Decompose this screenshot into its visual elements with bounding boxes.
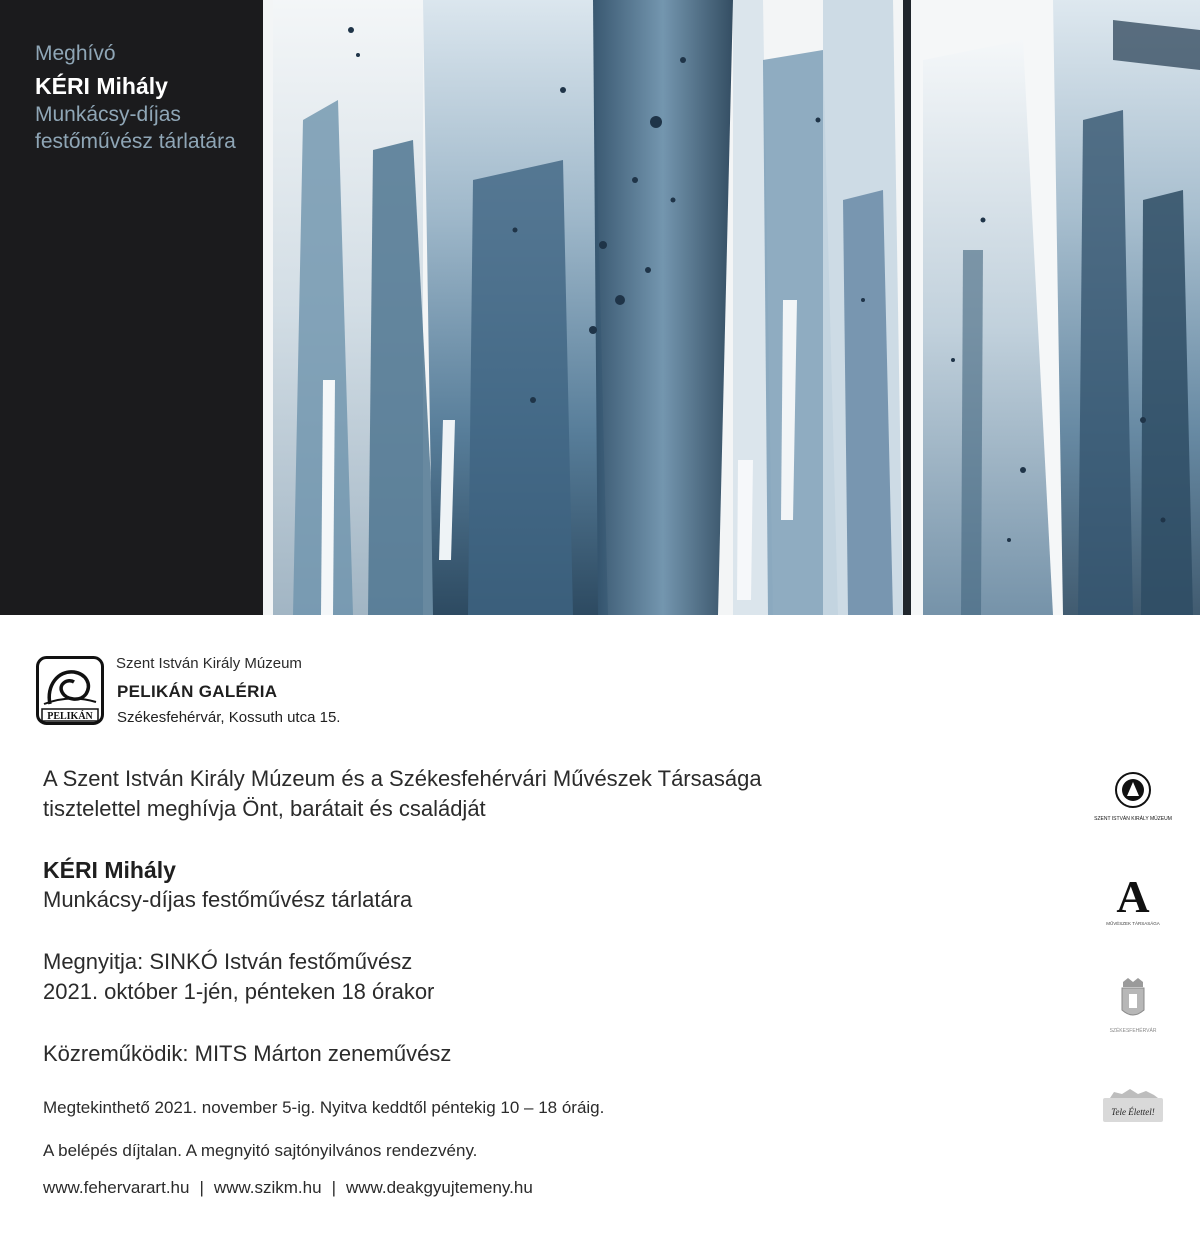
invitation-text: [43, 764, 762, 824]
entry-info: A belépés díjtalan. A megnyitó sajtónyilvános rendezvény.: [43, 1141, 478, 1160]
artists-society-text: MŰVÉSZEK TÁRSASÁGA: [1106, 921, 1160, 926]
gallery-header: [36, 652, 456, 732]
hero-artist-name: KÉRI Mihály: [35, 73, 168, 99]
opening-block: [43, 947, 434, 1007]
link-separator: |: [331, 1178, 336, 1197]
invitation-label: Meghívó: [35, 42, 116, 65]
artist-title: Munkácsy-díjas festőművész tárlatára: [43, 887, 413, 912]
museum-name: Szent István Király Múzeum: [116, 655, 302, 672]
invitation-line-1: A Szent István Király Múzeum és a Székesfehérvári Művészek Társasága: [43, 766, 762, 791]
tele-elettel-text: Tele Élettel!: [1111, 1107, 1155, 1117]
szikm-logo: [1094, 768, 1172, 828]
hero-band: [0, 0, 1200, 615]
opening-date: 2021. október 1-jén, pénteken 18 órakor: [43, 979, 435, 1004]
link-separator: |: [199, 1178, 204, 1197]
invitation-line-2: tisztelettel meghívja Önt, barátait és családját: [43, 796, 486, 821]
partner-logos: [1094, 768, 1172, 1138]
tele-elettel-logo: [1100, 1086, 1166, 1126]
hero-subtitle-line-1: Munkácsy-díjas: [35, 103, 181, 126]
contributor-text: Közreműködik: MITS Márton zeneművész: [43, 1041, 452, 1066]
pelikan-logo-text: PELIKÁN: [47, 711, 93, 722]
hero-subtitle-line-2: festőművész tárlatára: [35, 130, 236, 153]
szikm-logo-text: SZENT ISTVÁN KIRÁLY MÚZEUM: [1094, 816, 1172, 822]
artists-society-letter: A: [1116, 871, 1150, 922]
link-szikm[interactable]: www.szikm.hu: [213, 1178, 322, 1197]
city-logo-text: SZÉKESFEHÉRVÁR: [1109, 1028, 1157, 1034]
link-deakgyujtemeny[interactable]: www.deakgyujtemeny.hu: [345, 1178, 533, 1197]
artist-name: KÉRI Mihály: [43, 857, 176, 883]
hero-title-block: [35, 40, 236, 155]
website-links: [43, 1177, 533, 1199]
gallery-address: Székesfehérvár, Kossuth utca 15.: [117, 709, 341, 726]
szekesfehervar-coat-of-arms-icon: [1100, 976, 1166, 1036]
abstract-painting-image: [263, 0, 1200, 615]
artist-block: [43, 855, 412, 915]
link-fehervarart[interactable]: www.fehervarart.hu: [43, 1178, 190, 1197]
artists-society-logo: [1100, 870, 1166, 932]
gallery-name: PELIKÁN GALÉRIA: [117, 682, 278, 701]
visiting-hours: Megtekinthető 2021. november 5-ig. Nyitva keddtől péntekig 10 – 18 óráig.: [43, 1098, 605, 1117]
opening-speaker: Megnyitja: SINKÓ István festőművész: [43, 949, 413, 974]
pelikan-logo: [36, 656, 104, 726]
